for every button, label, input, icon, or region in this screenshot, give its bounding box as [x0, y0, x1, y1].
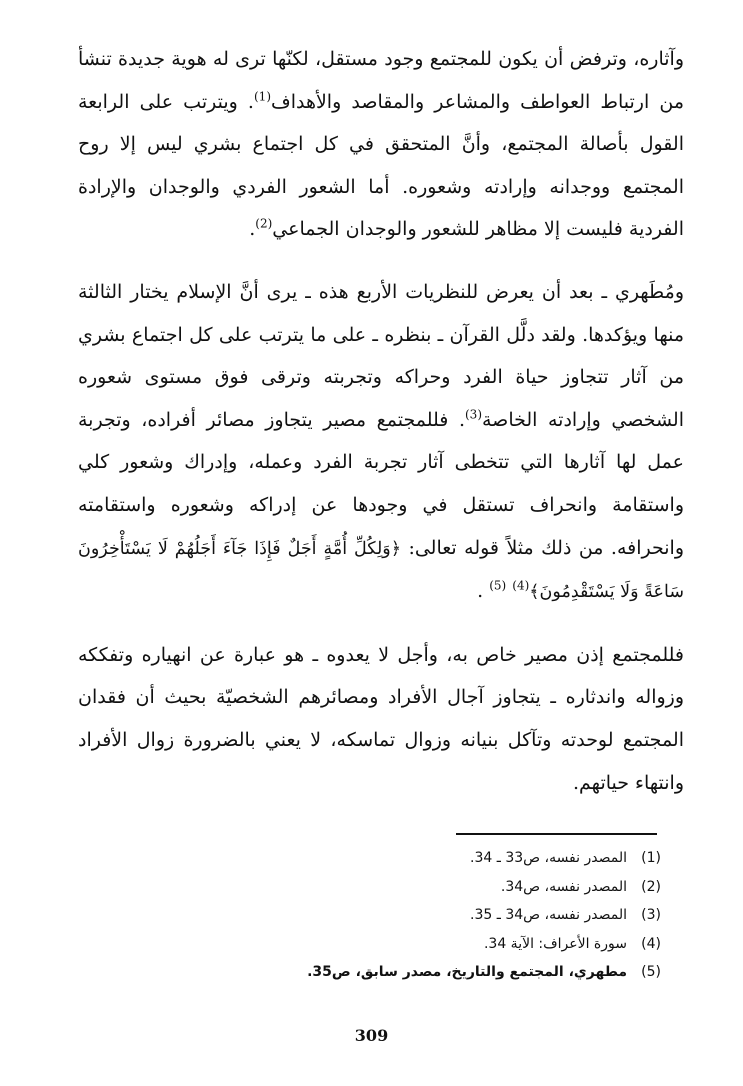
- footnote-ref-2[interactable]: (2): [255, 217, 273, 232]
- paragraph-3: فللمجتمع إذن مصير خاص به، وأجل لا يعدوه ـ هو عبارة عن انهياره وتفككه وزواله واندثاره ـ يتجاوز آجال الأفراد ومصائرهم الشخصيّة بحيث أن فقدان المجتمع لوحدته وتآكل بنيانه وزوال تماسكه، لا يعني بالضرورة زوال الأفراد وانتهاء حياتهم.: [78, 643, 684, 794]
- page-body: [78, 38, 684, 804]
- paragraph-1: [78, 38, 684, 251]
- footnote-number: (1): [641, 850, 661, 866]
- footnote-item: [241, 873, 661, 902]
- footnote-item: [241, 844, 661, 873]
- paragraph-1-text-c: .: [249, 218, 256, 241]
- quran-verse: ﴿وَلِكُلِّ أُمَّةٍ أَجَلٌ فَإِذَا جَآءَ أَجَلُهُمْ لَا يَسْتَأْخِرُونَ سَاعَةً وَلَا يَسْتَقْدِمُونَ﴾: [78, 538, 684, 603]
- footnote-item: [241, 930, 661, 959]
- footnote-text: المصدر نفسه، ص34 ـ 35.: [470, 907, 627, 923]
- footnote-item: [241, 958, 661, 987]
- footnote-text: المصدر نفسه، ص33 ـ 34.: [470, 850, 627, 866]
- footnote-ref-4[interactable]: (4): [512, 578, 530, 593]
- paragraph-2-text-b: . فللمجتمع مصير يتجاوز مصائر أفراده، وتجربة عمل لها آثارها التي تتخطى آثار تجربة الفرد وعمله، وإدراك وشعور كلي واستقامة وانحراف تستقل في وجودها عن إدراكه وشعوره واستقامته وانحرافه. من ذلك مثلاً قوله تعالى:: [78, 408, 684, 559]
- paragraph-1-text-a: وآثاره، وترفض أن يكون للمجتمع وجود مستقل، لكنّها ترى له هوية جديدة تنشأ من ارتباط العواطف والمشاعر والمقاصد والأهداف: [78, 48, 685, 113]
- footnote-ref-1[interactable]: (1): [253, 89, 271, 104]
- paragraph-2-text-c: .: [477, 580, 484, 603]
- footnote-ref-3[interactable]: (3): [464, 407, 482, 422]
- footnote-text: مطهري، المجتمع والتاريخ، مصدر سابق، ص35.: [307, 964, 627, 980]
- footnote-number: (2): [641, 878, 661, 895]
- paragraph-1-text-b: . ويترتب على الرابعة القول بأصالة المجتمع، وأنَّ المتحقق في كل اجتماع بشري ليس إلا روح المجتمع ووجدانه وإرادته وشعوره. أما الشعور الفردي والوجدان والإرادة الفردية فليست إلا مظاهر للشعور والوجدان الجماعي: [78, 90, 684, 241]
- footnote-number: (4): [641, 935, 661, 952]
- paragraph-2: [78, 271, 684, 614]
- page-number: 309: [354, 1026, 389, 1045]
- footnotes-list: [241, 844, 661, 987]
- footnote-number: (5): [641, 964, 661, 980]
- footnote-divider: [456, 833, 657, 835]
- footnote-item: [241, 901, 661, 930]
- footnote-text: المصدر نفسه، ص34.: [500, 878, 627, 895]
- paragraph-2-text-a: ومُطَهري ـ بعد أن يعرض للنظريات الأربع هذه ـ يرى أنَّ الإسلام يختار الثالثة منها ويؤكدها. ولقد دلَّل القرآن ـ بنظره ـ على ما يترتب على كل اجتماع بشري من آثار تتجاوز حياة الفرد وحراكه وتجربته وترقى فوق مستوى شعوره الشخصي وإرادته الخاصة: [78, 280, 684, 431]
- footnote-ref-5[interactable]: (5): [489, 578, 507, 593]
- footnote-text: سورة الأعراف: الآية 34.: [483, 935, 627, 952]
- footnote-number: (3): [641, 907, 661, 923]
